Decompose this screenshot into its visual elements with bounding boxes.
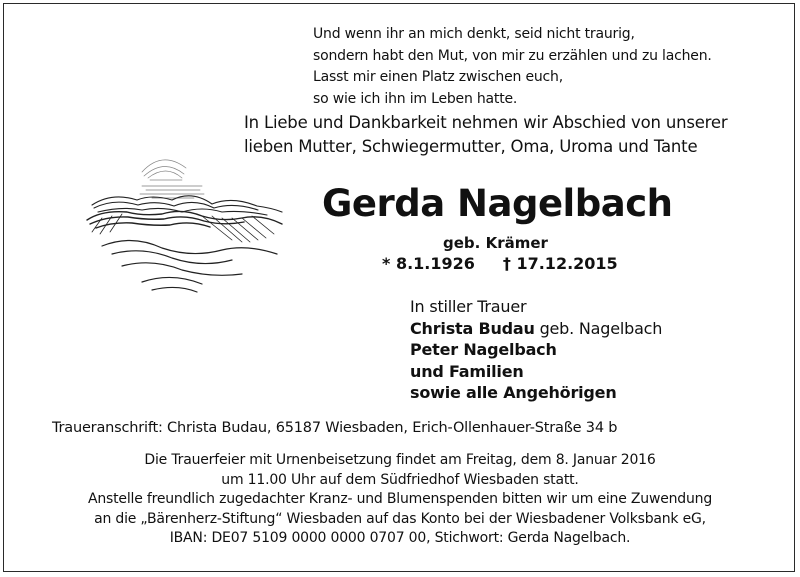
mourner-name: Christa Budau — [410, 318, 535, 338]
mourner-line: Peter Nagelbach — [410, 340, 557, 359]
poem-line: sondern habt den Mut, von mir zu erzählen und zu lachen. — [313, 47, 712, 64]
mourner-line: und Familien — [410, 361, 524, 381]
birth-name: geb. Krämer — [443, 234, 548, 252]
notice-line: um 11.00 Uhr auf dem Südfriedhof Wiesbaden statt. — [221, 471, 579, 488]
life-dates — [382, 254, 618, 273]
intro-line: lieben Mutter, Schwiegermutter, Oma, Uroma und Tante — [244, 137, 698, 156]
mourning-address: Traueranschrift: Christa Budau, 65187 Wiesbaden, Erich-Ollenhauer-Straße 34 b — [52, 420, 618, 436]
notice-line: an die „Bärenherz-Stiftung“ Wiesbaden auf das Konto bei der Wiesbadener Volksbank eG, — [94, 510, 706, 527]
landscape-sunset-illustration — [82, 150, 287, 300]
hill-shading — [92, 214, 274, 242]
poem-line: Lasst mir einen Platz zwischen euch, — [313, 69, 563, 85]
mourner-line — [410, 318, 662, 340]
mourning-intro: In stiller Trauer — [410, 297, 527, 316]
poem-line: Und wenn ihr an mich denkt, seid nicht traurig, — [313, 26, 635, 42]
foreground-shore — [102, 240, 277, 292]
mourner-line: sowie alle Angehörigen — [410, 383, 617, 402]
poem-line: so wie ich ihn im Leben hatte. — [313, 90, 518, 107]
mourners-list — [410, 296, 662, 404]
death-date: † 17.12.2015 — [502, 254, 618, 273]
birth-date: * 8.1.1926 — [382, 254, 475, 273]
middle-hills — [87, 211, 282, 228]
sun-drawing — [142, 160, 186, 180]
notice-line: Anstelle freundlich zugedachter Kranz- und Blumenspenden bitten wir um eine Zuwendung — [87, 491, 713, 507]
farewell-intro — [244, 111, 789, 159]
notice-line: Die Trauerfeier mit Urnenbeisetzung findet am Freitag, dem 8. Januar 2016 — [144, 452, 656, 468]
mourner-birth-name: geb. Nagelbach — [534, 318, 663, 338]
funeral-notice — [40, 451, 760, 549]
deceased-name: Gerda Nagelbach — [322, 182, 673, 225]
notice-line: IBAN: DE07 5109 0000 0000 0707 00, Stichwort: Gerda Nagelbach. — [169, 530, 631, 546]
poem — [313, 24, 783, 110]
intro-line: In Liebe und Dankbarkeit nehmen wir Abschied von unserer — [244, 113, 728, 132]
